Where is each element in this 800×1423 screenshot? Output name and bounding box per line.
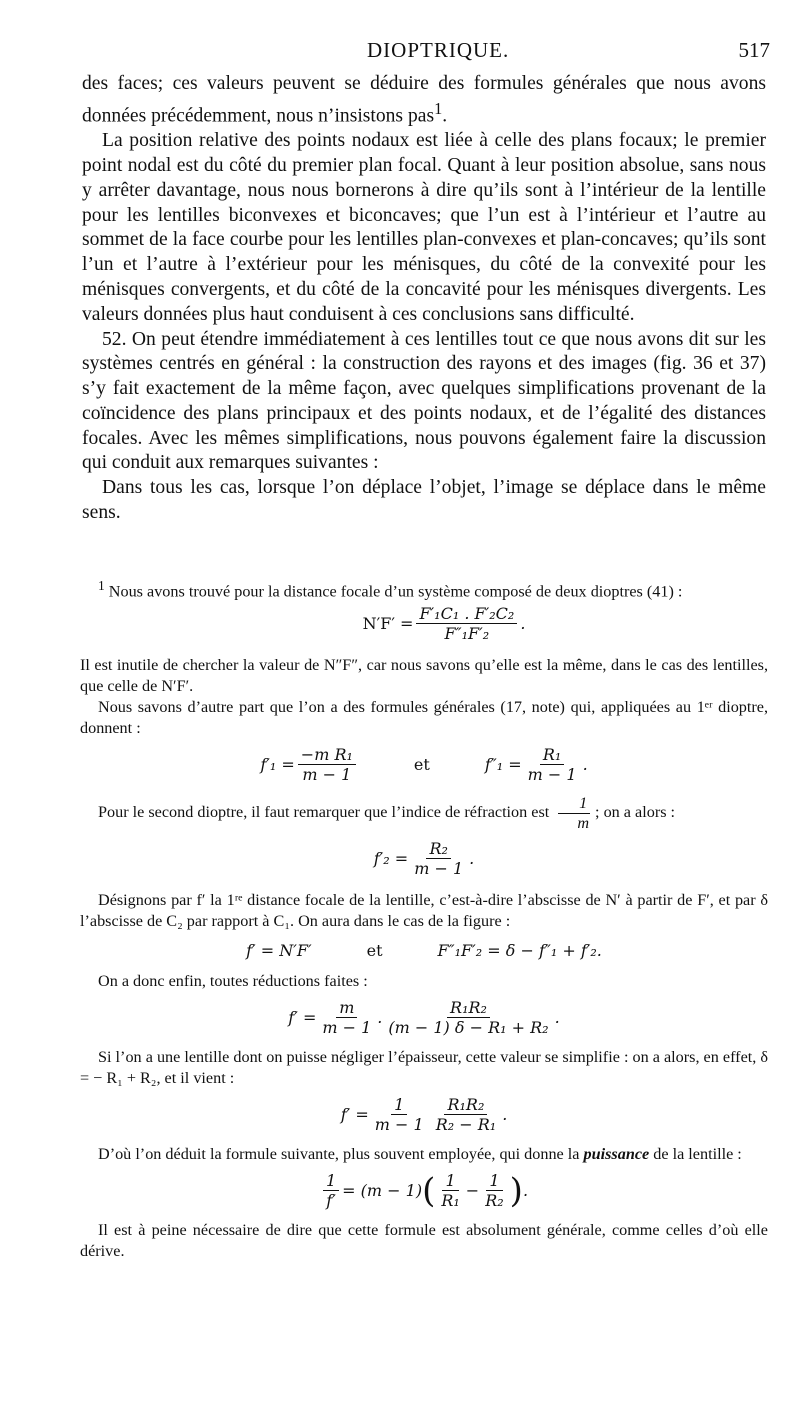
eq2a-lhs: f′₁ = [260, 755, 295, 775]
eq3-lhs: f′₂ = [373, 849, 409, 869]
eq5-dot: . [377, 1008, 383, 1028]
page-number: 517 [738, 38, 770, 62]
eq2b-fraction [525, 745, 580, 784]
close-paren: ) [509, 1170, 523, 1211]
footnote-text-6: On a donc enfin, toutes réductions faites : [98, 972, 368, 991]
eq7-end: . [522, 1181, 529, 1201]
eq7-minus: − [465, 1181, 480, 1201]
eq4a: f′ = N′F′ [246, 941, 312, 961]
footnote-text-4 [80, 794, 768, 833]
footnote-text-3: Nous savons d’autre part que l’on a des formules générales (17, note) qui, appliquées au 1ᵉʳ dioptre, donnent : [80, 698, 768, 738]
equation-thin-lens [80, 1095, 768, 1134]
eq2b-lhs: f″₁ = [484, 755, 522, 775]
eq2-end: . [582, 755, 588, 775]
eq5b-fraction [385, 998, 551, 1037]
footnote-text-5: Désignons par f′ la 1ʳᵉ distance focale de la lentille, c’est-à-dire l’abscisse de N′ à partir de F′, et par δ l’abscisse de C₂ par rapport à C₁. On aura dans le cas de la figure : [80, 891, 768, 931]
eq5a-numerator: m [336, 998, 357, 1018]
eq7a-denominator: R₁ [441, 1191, 460, 1211]
equation-second-dioptre [80, 839, 768, 878]
index-numerator: 1 [558, 794, 590, 814]
eq4b: F″₁F′₂ = δ − f″₁ + f′₂. [437, 941, 602, 961]
footnote [80, 575, 768, 1262]
eq1-denominator: F″₁F′₂ [444, 624, 490, 644]
eq7-lhs-fraction [323, 1171, 339, 1210]
eq7a-fraction [438, 1171, 462, 1210]
eq1-lhs: N′F′ = [362, 614, 414, 634]
eq7-lhs-denominator: f′ [326, 1191, 336, 1211]
footnote-text-8a: D’où l’on déduit la formule suivante, plus souvent employée, qui donne la [98, 1145, 580, 1164]
eq7b-numerator: 1 [486, 1171, 502, 1191]
eq6b-denominator: R₂ − R₁ [435, 1115, 497, 1135]
eq4-et: et [366, 941, 383, 961]
eq3-denominator: m − 1 [414, 859, 464, 879]
eq6a-denominator: m − 1 [374, 1115, 424, 1135]
index-fraction [556, 794, 592, 833]
running-title: DIOPTRIQUE. [367, 38, 510, 62]
eq5-end: . [554, 1008, 560, 1028]
footnote-text-8 [80, 1144, 768, 1165]
eq2b-denominator: m − 1 [527, 765, 577, 785]
paragraph-4: Dans tous les cas, lorsque l’on déplace l’objet, l’image se déplace dans le même sens. [82, 477, 766, 524]
eq6a-numerator: 1 [391, 1095, 407, 1115]
footnote-text-8b: de la lentille : [653, 1145, 742, 1164]
eq2a-numerator: −m R₁ [298, 745, 356, 765]
open-paren: ( [422, 1170, 436, 1211]
eq7-lhs-numerator: 1 [323, 1171, 339, 1191]
eq1-fraction [416, 604, 517, 643]
eq7-mid: = (m − 1) [342, 1181, 423, 1201]
index-denominator: m [577, 814, 590, 833]
eq7b-fraction [482, 1171, 506, 1210]
eq6b-numerator: R₁R₂ [444, 1095, 487, 1115]
footnote-line-1 [80, 575, 768, 602]
eq1-numerator: F′₁C₁ . F′₂C₂ [416, 604, 517, 624]
eq5a-denominator: m − 1 [322, 1018, 372, 1038]
eq7b-denominator: R₂ [485, 1191, 504, 1211]
footnote-text-9: Il est à peine nécessaire de dire que cette formule est absolument générale, comme celles d’où elle dérive. [80, 1221, 768, 1261]
eq6-end: . [502, 1105, 508, 1125]
eq1-end: . [520, 614, 526, 634]
footnote-text-7: Si l’on a une lentille dont on puisse négliger l’épaisseur, cette valeur se simplifie : on a alors, en effet, δ = − R₁ + R₂, et il vient : [80, 1048, 768, 1088]
eq2b-numerator: R₁ [540, 745, 564, 765]
paragraph-1-text: des faces; ces valeurs peuvent se déduire des formules générales que nous avons données précédemment, nous n’insistons pas [82, 73, 766, 127]
paragraph-1-end: . [442, 105, 448, 127]
equation-focal-length [80, 998, 768, 1037]
eq3-fraction [411, 839, 466, 878]
page-header [80, 38, 770, 66]
equation-definitions [80, 940, 768, 961]
eq3-end: . [469, 849, 475, 869]
footnote-text-1: Nous avons trouvé pour la distance focale d’un système composé de deux dioptres (41) : [108, 582, 683, 601]
eq2a-fraction [298, 745, 356, 784]
eq2-et: et [413, 755, 430, 775]
eq6b-fraction [433, 1095, 500, 1134]
eq5a-fraction [319, 998, 374, 1037]
eq2a-denominator: m − 1 [302, 765, 352, 785]
main-text [82, 72, 766, 526]
eq7a-numerator: 1 [442, 1171, 458, 1191]
eq6-lhs: f′ = [340, 1105, 369, 1125]
equation-power [80, 1171, 768, 1210]
eq5b-denominator: (m − 1) δ − R₁ + R₂ [388, 1018, 549, 1038]
paragraph-2: La position relative des points nodaux est liée à celle des plans focaux; le premier point nodal est du côté du premier plan focal. Quant à leur position absolue, sans nous y arrêter davantage, nous nous bornerons à dire qu’ils sont à l’intérieur de la lentille pour les lentilles biconvexes et biconcaves; que l’un est à l’intérieur et l’autre au sommet de la face courbe pour les lentilles plan-convexes et plan-concaves; qu’ils sont l’un et l’autre à l’extérieur pour les ménisques, du côté de la convexité pour les ménisques convergents, et du côté de la concavité pour les ménisques divergents. Les valeurs données plus haut conduisent à ces conclusions sans difficulté. [82, 130, 766, 325]
equation-nf [120, 604, 768, 643]
eq5-lhs: f′ = [288, 1008, 317, 1028]
eq3-numerator: R₂ [426, 839, 450, 859]
paragraph-52: 52. On peut étendre immédiatement à ces lentilles tout ce que nous avons dit sur les systèmes centrés en général : la construction des rayons et des images (fig. 36 et 37) s’y fait exactement de la même façon, avec quelques simplifications provenant de la coïncidence des plans principaux et des points nodaux, et de l’égalité des distances focales. Avec les mêmes simplifications, nous pouvons également faire la discussion qui conduit aux remarques suivantes : [82, 328, 766, 474]
paragraph-1 [82, 72, 766, 129]
footnote-marker: 1 [98, 578, 105, 593]
footnote-text-4a: Pour le second dioptre, il faut remarquer que l’indice de réfraction est [98, 803, 550, 822]
footnote-ref: 1 [434, 98, 443, 118]
equation-first-dioptre [80, 745, 768, 784]
eq5b-numerator: R₁R₂ [447, 998, 490, 1018]
footnote-text-4b: ; on a alors : [595, 803, 676, 822]
eq6a-fraction [372, 1095, 427, 1134]
puissance-term: puissance [583, 1145, 650, 1164]
footnote-text-2: Il est inutile de chercher la valeur de N″F″, car nous savons qu’elle est la même, dans le cas des lentilles, que celle de N′F′. [80, 656, 768, 696]
